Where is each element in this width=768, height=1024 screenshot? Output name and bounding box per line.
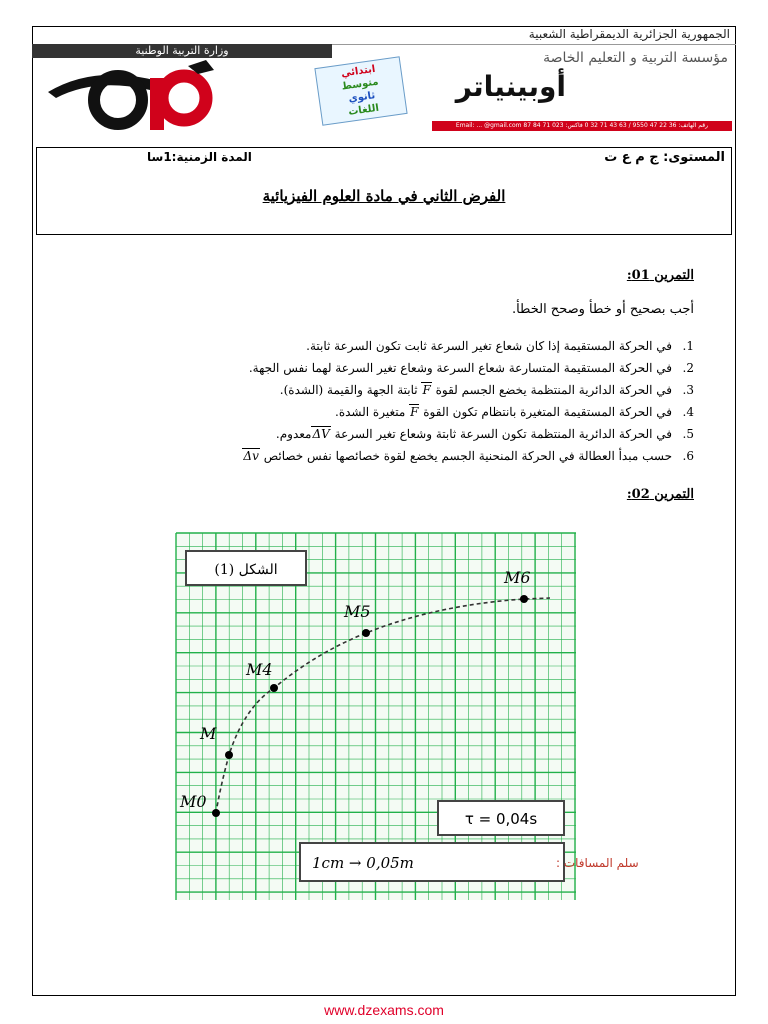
top-strip [32,26,736,45]
list-item: 1.في الحركة المستقيمة إذا كان شعاع تغير السرعة ثابت تكون السرعة ثابتة. [306,339,694,353]
point-m0 [212,809,220,817]
point-m6 [520,595,528,603]
point-label-m5: M5 [344,602,371,621]
point-label-m4: M4 [246,660,273,679]
point-m5 [362,629,370,637]
exercise1-items [74,335,694,467]
exercise2-heading: التمرين 02: [626,487,694,502]
brand-name: أوبينياتر [455,70,566,103]
vector-symbol: F [422,383,431,397]
point-label-m: M [200,724,217,743]
list-item: 4.في الحركة المستقيمة المتغيرة بانتظام تكون القوة F متغيرة الشدة. [335,405,694,419]
trajectory-svg [176,533,639,900]
exercise1-instruction: أجب بصحيح أو خطأ وصحح الخطأ. [511,302,694,317]
exam-title: الفرض الثاني في مادة العلوم الفيزيائية [262,187,506,205]
exam-info-box [36,147,732,235]
point-label-m6: M6 [504,568,531,587]
header-banner [32,26,736,136]
point-label-m0: M0 [180,792,207,811]
list-item: 6.حسب مبدأ العطالة في الحركة المنحنية الجسم يخضع لقوة خصائصها نفس خصائص Δv [243,449,694,463]
exercise1-heading: التمرين 01: [626,268,694,283]
ministry-name: وزارة التربية الوطنية [32,44,332,58]
list-item: 2.في الحركة المستقيمة المتسارعة شعاع السرعة وشعاع تغير السرعة لهما نفس الجهة. [248,361,694,375]
footer-website[interactable]: www.dzexams.com [324,1002,444,1018]
list-item: 3.في الحركة الدائرية المنتظمة يخضع الجسم لقوة F ثابتة الجهة والقيمة (الشدة). [279,383,694,397]
figure-label: الشكل (1) [214,562,278,578]
point-m [225,751,233,759]
vector-symbol: ΔV [312,427,330,441]
trajectory-figure [176,533,639,900]
levels-stamp: ابتدائي متوسط ثانوي اللغات [314,56,407,125]
vector-symbol: Δv [243,449,259,463]
list-item: 5.في الحركة الدائرية المنتظمة تكون السرعة ثابتة وشعاع تغير السرعة ΔVمعدوم. [275,427,694,441]
scale-label: سلم المسافات : [556,856,639,870]
duration-label: المدة الزمنية:1سا [147,150,252,164]
contact-strip: رقم الهاتف: 36 22 47 9550 / 63 43 71 32 0 فاكس: 023 71 84 87 Email: ... @gmail.com [432,121,732,131]
scale-value: 1cm → 0,05m [312,854,414,872]
level-label: المستوى: ج م ع ت [604,150,725,165]
republic-name: الجمهورية الجزائرية الديمقراطية الشعبية [528,27,730,41]
tau-value: τ = 0,04s [464,810,538,828]
point-m4 [270,684,278,692]
institution-name: مؤسسة التربية و التعليم الخاصة [543,50,728,66]
school-logo [38,52,248,132]
vector-symbol: F [410,405,419,419]
